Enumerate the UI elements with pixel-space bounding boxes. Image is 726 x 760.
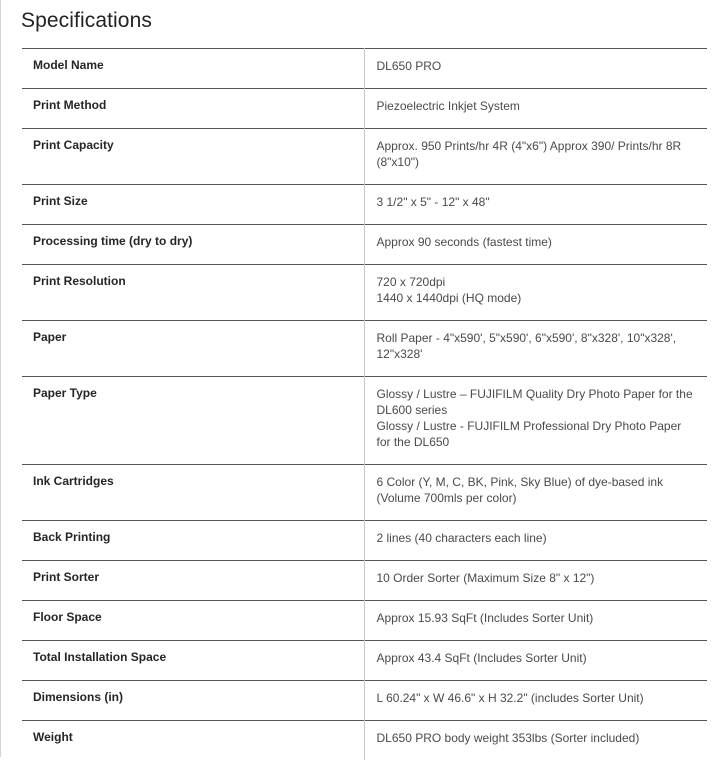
spec-value-line: L 60.24" x W 46.6" x H 32.2" (includes Sorter Unit) [377,690,696,706]
spec-value-line: DL650 PRO body weight 353lbs (Sorter included) [377,730,696,746]
spec-label: Back Printing [22,521,364,561]
spec-value [364,129,707,185]
page-left-border [0,0,1,757]
spec-value [364,601,707,641]
spec-label: Dimensions (in) [22,681,364,721]
spec-value-line: 1440 x 1440dpi (HQ mode) [377,290,696,306]
spec-value-line: DL650 PRO [377,58,696,74]
spec-value [364,465,707,521]
spec-row [22,377,707,465]
spec-value [364,89,707,129]
spec-row [22,49,707,89]
spec-value-line: Approx 90 seconds (fastest time) [377,234,696,250]
spec-label: Paper [22,321,364,377]
spec-value-line: Glossy / Lustre – FUJIFILM Quality Dry Photo Paper for the DL600 series [377,386,696,418]
spec-value [364,377,707,465]
spec-value [364,225,707,265]
spec-value-line: Approx. 950 Prints/hr 4R (4"x6") Approx 390/ Prints/hr 8R (8"x10") [377,138,696,170]
spec-row [22,561,707,601]
spec-value-line: Roll Paper - 4"x590', 5"x590', 6"x590', 8"x328', 10"x328', 12"x328' [377,330,696,362]
spec-value-line: Glossy / Lustre - FUJIFILM Professional Dry Photo Paper for the DL650 [377,418,696,450]
spec-row [22,321,707,377]
spec-row [22,265,707,321]
spec-value-line: Approx 15.93 SqFt (Includes Sorter Unit) [377,610,696,626]
spec-value-line: 10 Order Sorter (Maximum Size 8" x 12") [377,570,696,586]
spec-row [22,225,707,265]
specifications-table-body [22,49,707,760]
spec-label: Paper Type [22,377,364,465]
spec-value-line: 3 1/2" x 5" - 12" x 48" [377,194,696,210]
page-title: Specifications [21,9,152,33]
spec-row [22,465,707,521]
spec-label: Ink Cartridges [22,465,364,521]
spec-label: Total Installation Space [22,641,364,681]
spec-row [22,641,707,681]
spec-value-line: 2 lines (40 characters each line) [377,530,696,546]
spec-label: Print Capacity [22,129,364,185]
spec-row [22,601,707,641]
spec-label: Print Method [22,89,364,129]
spec-value [364,561,707,601]
spec-row [22,129,707,185]
spec-value [364,49,707,89]
spec-label: Processing time (dry to dry) [22,225,364,265]
spec-label: Floor Space [22,601,364,641]
spec-label: Print Resolution [22,265,364,321]
spec-value [364,641,707,681]
spec-value [364,681,707,721]
spec-value [364,185,707,225]
spec-row [22,681,707,721]
spec-label: Print Sorter [22,561,364,601]
spec-label: Print Size [22,185,364,225]
spec-value-line: 6 Color (Y, M, C, BK, Pink, Sky Blue) of dye-based ink (Volume 700mls per color) [377,474,696,506]
spec-row [22,89,707,129]
spec-value-line: Piezoelectric Inkjet System [377,98,696,114]
spec-value [364,721,707,760]
spec-value-line: 720 x 720dpi [377,274,696,290]
spec-row [22,521,707,561]
spec-row [22,185,707,225]
spec-value [364,321,707,377]
spec-value-line: Approx 43.4 SqFt (Includes Sorter Unit) [377,650,696,666]
specifications-table [22,48,707,760]
spec-label: Weight [22,721,364,760]
spec-value [364,521,707,561]
spec-value [364,265,707,321]
spec-label: Model Name [22,49,364,89]
spec-row [22,721,707,760]
